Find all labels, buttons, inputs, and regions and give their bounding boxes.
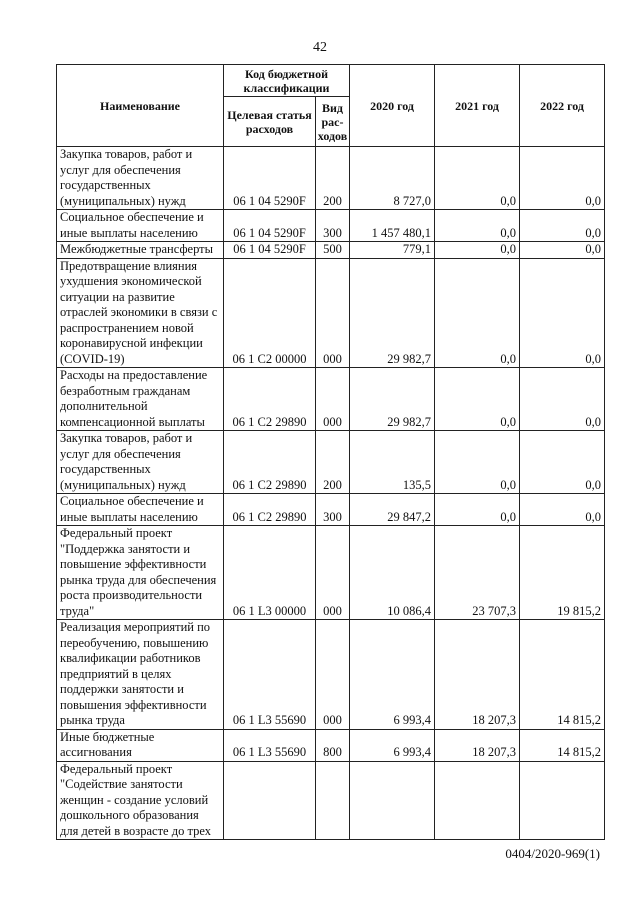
cell-name: Иные бюджетные ассигнования [57,729,224,761]
table-row [57,368,605,431]
cell-2020: 6 993,4 [350,729,435,761]
table-row [57,210,605,242]
cell-2021: 18 207,3 [435,620,520,730]
cell-target-article: 06 1 C2 00000 [224,258,316,368]
cell-2022: 0,0 [520,431,605,494]
footer-document-code: 0404/2020-969(1) [505,846,600,861]
cell-expense-type: 300 [316,210,350,242]
cell-name: Закупка товаров, работ и услуг для обеспечения государственных (муниципальных) нужд [57,431,224,494]
budget-table [56,64,605,840]
cell-2022: 19 815,2 [520,526,605,620]
cell-2022: 0,0 [520,242,605,259]
cell-target-article: 06 1 L3 55690 [224,620,316,730]
cell-2020 [350,761,435,840]
cell-expense-type: 200 [316,431,350,494]
cell-2021: 0,0 [435,368,520,431]
cell-name: Социальное обеспечение и иные выплаты населению [57,494,224,526]
cell-expense-type: 000 [316,620,350,730]
header-expense-type: Вид рас-ходов [316,97,350,147]
cell-2022: 0,0 [520,368,605,431]
cell-name: Социальное обеспечение и иные выплаты населению [57,210,224,242]
page-number: 42 [313,40,327,55]
cell-2021: 0,0 [435,431,520,494]
cell-2021: 0,0 [435,258,520,368]
cell-target-article: 06 1 L3 55690 [224,729,316,761]
cell-2020: 29 847,2 [350,494,435,526]
cell-2020: 6 993,4 [350,620,435,730]
cell-name: Федеральный проект "Поддержка занятости и повышение эффективности рынка труда для обеспечения роста производительности труда" [57,526,224,620]
cell-2020: 8 727,0 [350,147,435,210]
cell-name: Реализация мероприятий по переобучению, повышению квалификации работников предприятий в целях поддержки занятости и повышения эффективности рынка труда [57,620,224,730]
header-name: Наименование [57,65,224,147]
cell-expense-type: 500 [316,242,350,259]
cell-expense-type [316,761,350,840]
table-row [57,494,605,526]
table-row [57,620,605,730]
cell-name: Расходы на предоставление безработным гражданам дополнительной компенсационной выплаты [57,368,224,431]
cell-target-article: 06 1 L3 00000 [224,526,316,620]
cell-target-article [224,761,316,840]
cell-target-article: 06 1 C2 29890 [224,431,316,494]
table-row [57,431,605,494]
header-2020: 2020 год [350,65,435,147]
cell-2021: 0,0 [435,494,520,526]
cell-expense-type: 200 [316,147,350,210]
cell-name: Закупка товаров, работ и услуг для обеспечения государственных (муниципальных) нужд [57,147,224,210]
cell-2021: 0,0 [435,210,520,242]
header-code-group: Код бюджетной классификации [224,65,350,97]
cell-2020: 29 982,7 [350,258,435,368]
cell-2021: 0,0 [435,147,520,210]
cell-2020: 1 457 480,1 [350,210,435,242]
table-body [57,147,605,840]
cell-expense-type: 300 [316,494,350,526]
cell-2021: 23 707,3 [435,526,520,620]
cell-2020: 135,5 [350,431,435,494]
table-row [57,242,605,259]
table-row [57,729,605,761]
header-target-article: Целевая статья расходов [224,97,316,147]
cell-name: Федеральный проект "Содействие занятости женщин - создание условий дошкольного образования для детей в возрасте до трех [57,761,224,840]
cell-2020: 29 982,7 [350,368,435,431]
cell-2022: 14 815,2 [520,620,605,730]
cell-target-article: 06 1 04 5290F [224,242,316,259]
cell-name: Предотвращение влияния ухудшения экономической ситуации на развитие отраслей экономики в связи с распространением новой коронавирусной инфекции (COVID-19) [57,258,224,368]
table-row [57,258,605,368]
cell-target-article: 06 1 04 5290F [224,147,316,210]
cell-2022 [520,761,605,840]
cell-name: Межбюджетные трансферты [57,242,224,259]
cell-target-article: 06 1 C2 29890 [224,494,316,526]
header-2022: 2022 год [520,65,605,147]
cell-2021: 0,0 [435,242,520,259]
cell-2022: 0,0 [520,494,605,526]
cell-expense-type: 800 [316,729,350,761]
cell-2022: 0,0 [520,258,605,368]
cell-2022: 0,0 [520,210,605,242]
cell-2022: 0,0 [520,147,605,210]
cell-2021: 18 207,3 [435,729,520,761]
cell-2020: 779,1 [350,242,435,259]
table-row [57,147,605,210]
cell-expense-type: 000 [316,526,350,620]
table-row [57,761,605,840]
table-row [57,526,605,620]
cell-expense-type: 000 [316,368,350,431]
header-2021: 2021 год [435,65,520,147]
cell-2021 [435,761,520,840]
cell-target-article: 06 1 04 5290F [224,210,316,242]
cell-target-article: 06 1 C2 29890 [224,368,316,431]
cell-2022: 14 815,2 [520,729,605,761]
cell-2020: 10 086,4 [350,526,435,620]
cell-expense-type: 000 [316,258,350,368]
